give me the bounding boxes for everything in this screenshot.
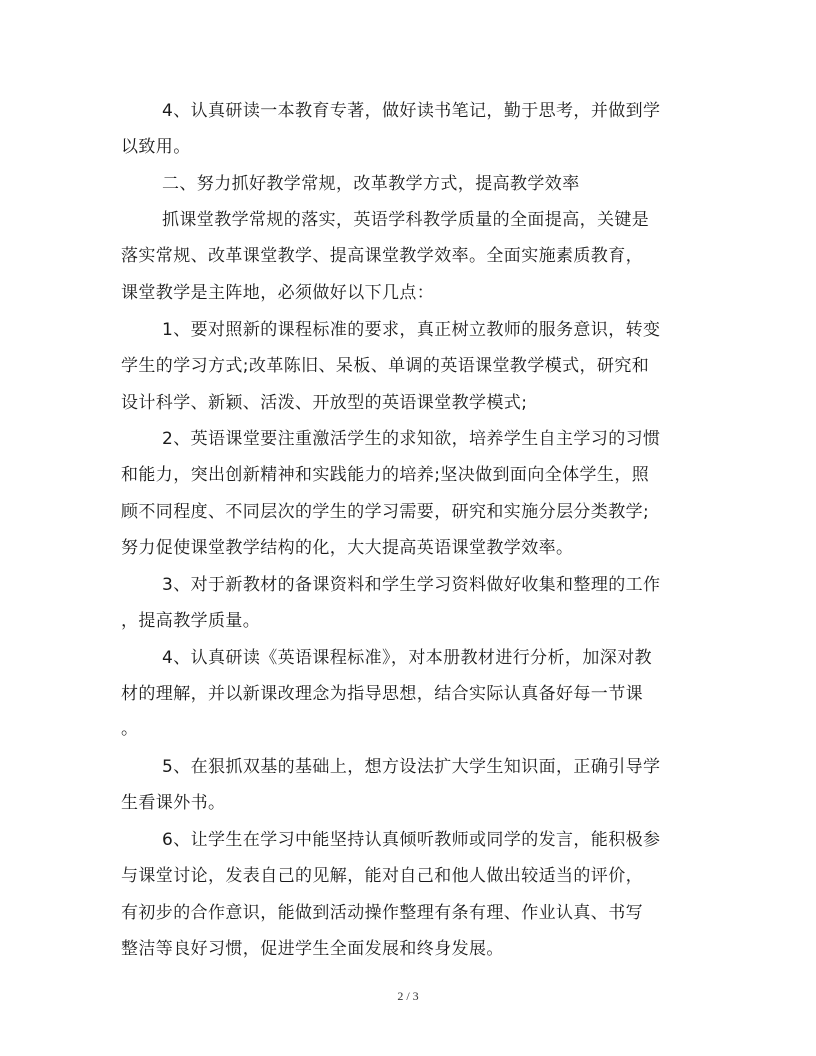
text-line: 。 xyxy=(121,719,139,739)
text-line: 4、认真研读《英语课程标准》，对本册教材进行分析，加深对教 xyxy=(162,648,652,668)
text-line: 顾不同程度、不同层次的学生的学习需要，研究和实施分层分类教学; xyxy=(121,502,650,522)
text-line: 设计科学、新颖、活泼、开放型的英语课堂教学模式; xyxy=(121,393,528,413)
text-line: 1、要对照新的课程标准的要求，真正树立教师的服务意识，转变 xyxy=(162,320,661,340)
text-line: 课堂教学是主阵地，必须做好以下几点： xyxy=(121,283,435,303)
text-line: ，提高教学质量。 xyxy=(121,611,261,631)
text-line: 和能力，突出创新精神和实践能力的培养;坚决做到面向全体学生，照 xyxy=(121,465,650,485)
text-line: 整洁等良好习惯，促进学生全面发展和终身发展。 xyxy=(121,939,504,959)
text-line: 与课堂讨论，发表自己的见解，能对自己和他人做出较适当的评价， xyxy=(121,866,643,886)
text-line: 落实常规、改革课堂教学、提高课堂教学效率。全面实施素质教育， xyxy=(121,246,643,266)
section-heading: 二、努力抓好教学常规，改革教学方式，提高教学效率 xyxy=(162,174,580,194)
text-line: 有初步的合作意识，能做到活动操作整理有条有理、作业认真、书写 xyxy=(121,903,643,923)
text-line: 以致用。 xyxy=(121,137,191,157)
text-line: 4、认真研读一本教育专著，做好读书笔记，勤于思考，并做到学 xyxy=(162,101,661,121)
text-line: 材的理解，并以新课改理念为指导思想，结合实际认真备好每一节课 xyxy=(121,684,643,704)
text-line: 努力促使课堂教学结构的化，大大提高英语课堂教学效率。 xyxy=(121,538,574,558)
text-line: 生看课外书。 xyxy=(121,793,226,813)
text-line: 学生的学习方式;改革陈旧、呆板、单调的英语课堂教学模式，研究和 xyxy=(121,356,650,376)
page-number: 2 / 3 xyxy=(397,989,419,1003)
text-line: 3、对于新教材的备课资料和学生学习资料做好收集和整理的工作 xyxy=(162,575,661,595)
text-line: 5、在狠抓双基的基础上，想方设法扩大学生知识面，正确引导学 xyxy=(162,757,661,777)
text-line: 6、让学生在学习中能坚持认真倾听教师或同学的发言，能积极参 xyxy=(162,830,661,850)
text-line: 2、英语课堂要注重激活学生的求知欲，培养学生自主学习的习惯 xyxy=(162,429,661,449)
text-line: 抓课堂教学常规的落实，英语学科教学质量的全面提高，关键是 xyxy=(162,210,650,230)
